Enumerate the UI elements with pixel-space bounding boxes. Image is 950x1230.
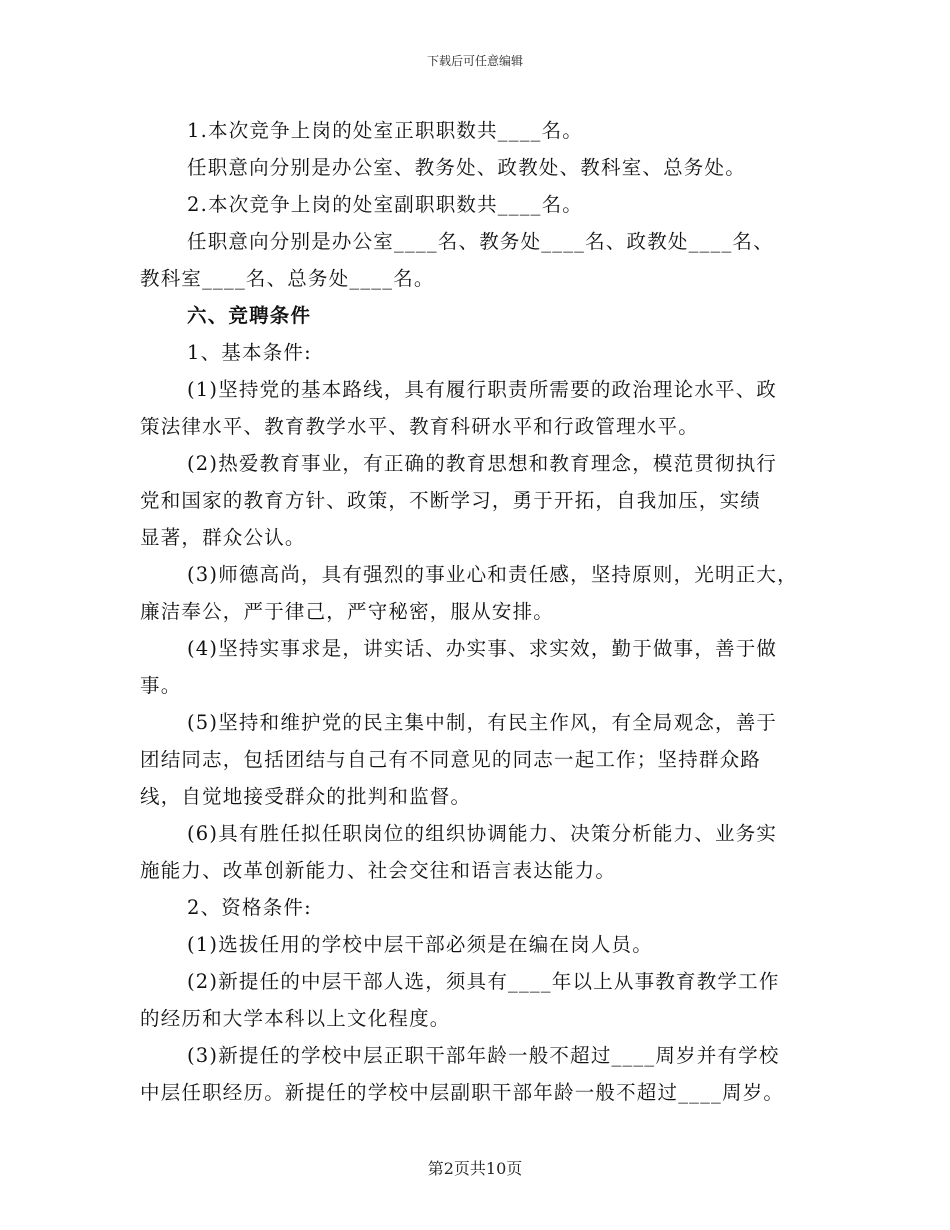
body-line: 廉洁奉公，严于律己，严守秘密，服从安排。 [140,600,555,623]
body-line: 中层任职经历。新提任的学校中层副职干部年龄一般不超过____周岁。 [140,1081,785,1104]
body-line: (1)选拔任用的学校中层干部必须是在编在岗人员。 [187,933,653,956]
body-line: (6)具有胜任拟任职岗位的组织协调能力、决策分析能力、业务实 [187,822,778,845]
body-line: 1、基本条件: [187,341,312,364]
body-line: 1.本次竞争上岗的处室正职职数共____名。 [187,119,584,142]
document-body [140,112,812,1111]
body-line: (2)热爱教育事业，有正确的教育思想和教育理念，模范贯彻执行 [187,452,778,475]
body-line: (3)师德高尚，具有强烈的事业心和责任感，坚持原则，光明正大， [187,563,798,586]
body-line: (5)坚持和维护党的民主集中制，有民主作风，有全局观念，善于 [187,711,778,734]
body-line: 党和国家的教育方针、政策，不断学习，勇于开拓，自我加压，实绩 [140,489,762,512]
body-line: 施能力、改革创新能力、社会交往和语言表达能力。 [140,859,617,882]
body-line: 显著，群众公认。 [140,526,306,549]
section-heading: 六、竞聘条件 [187,304,312,327]
body-line: 教科室____名、总务处____名。 [140,267,435,290]
page-number: 第2页共10页 [427,1159,523,1178]
body-line: 2.本次竞争上岗的处室副职职数共____名。 [187,193,584,216]
body-line: (3)新提任的学校中层正职干部年龄一般不超过____周岁并有学校 [187,1044,780,1067]
body-line: 的经历和大学本科以上文化程度。 [140,1007,451,1030]
body-line: (2)新提任的中层干部人选，须具有____年以上从事教育教学工作 [187,970,780,993]
body-line: 策法律水平、教育教学水平、教育科研水平和行政管理水平。 [140,415,699,438]
body-line: 2、资格条件: [187,896,312,919]
body-line: 团结同志，包括团结与自己有不同意见的同志一起工作；坚持群众路 [140,748,762,771]
body-line: (1)坚持党的基本路线，具有履行职责所需要的政治理论水平、政 [187,378,778,401]
body-line: 任职意向分别是办公室、教务处、政教处、教科室、总务处。 [187,156,746,179]
body-line: (4)坚持实事求是，讲实话、办实事、求实效，勤于做事，善于做 [187,637,778,660]
body-line: 线，自觉地接受群众的批判和监督。 [140,785,472,808]
page-header-note: 下载后可任意编辑 [426,54,523,68]
body-line: 任职意向分别是办公室____名、教务处____名、政教处____名、 [187,230,774,253]
body-line: 事。 [140,674,182,697]
